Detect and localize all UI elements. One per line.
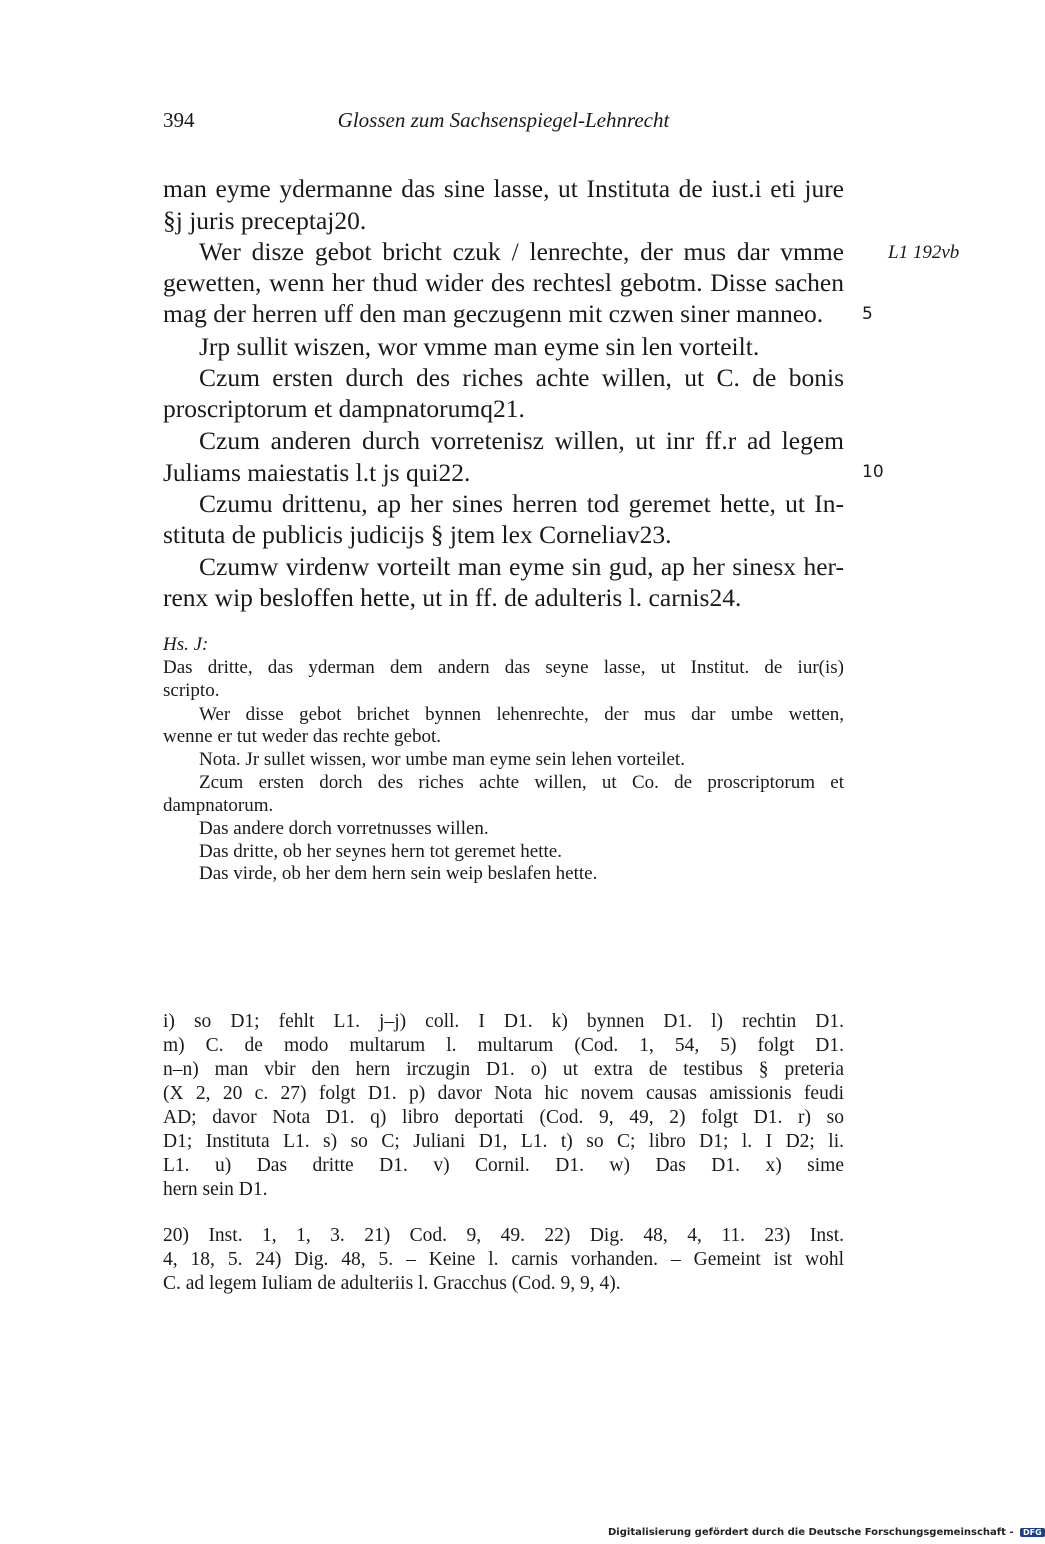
- hs-j-line: Das andere dorch vorretnusses willen.: [199, 818, 489, 839]
- hs-j-heading: Hs. J:: [163, 634, 209, 655]
- dfg-logo-icon: DFG: [1020, 1528, 1045, 1537]
- apparatus-line: (X 2, 20 c. 27) folgt D1. p) davor Nota hic novem causas amissionis feudi: [163, 1083, 844, 1104]
- running-title: Glossen zum Sachsenspiegel-Lehnrecht: [337, 108, 670, 132]
- main-line-8: proscriptorum et dampnatorumq21.: [163, 394, 525, 423]
- apparatus-line: i) so D1; fehlt L1. j–j) coll. I D1. k) bynnen D1. l) rechtin D1.: [163, 1011, 844, 1032]
- line-number-10: 10: [862, 462, 884, 482]
- source-line: 20) Inst. 1, 1, 3. 21) Cod. 9, 49. 22) Dig. 48, 4, 11. 23) Inst.: [163, 1225, 844, 1246]
- hs-j-line: Das dritte, ob her seynes hern tot geremet hette.: [199, 841, 562, 862]
- main-line-14: renx wip besloffen hette, ut in ff. de adulteris l. carnis24.: [163, 583, 742, 612]
- apparatus-line: AD; davor Nota D1. q) libro deportati (Cod. 9, 49, 2) folgt D1. r) so: [163, 1107, 844, 1128]
- hs-j-line: Das dritte, das yderman dem andern das seyne lasse, ut Institut. de iur(is): [163, 657, 844, 678]
- main-line-9: Czum anderen durch vorretenisz willen, ut inr ff.r ad legem: [199, 426, 844, 455]
- main-line-5: mag der herren uff den man geczugenn mit czwen siner manneo.: [163, 299, 824, 328]
- hs-j-line: Wer disse gebot brichet bynnen lehenrechte, der mus dar umbe wetten,: [199, 704, 844, 725]
- folio-margin-note: L1 192vb: [888, 242, 960, 263]
- main-line-4: gewetten, wenn her thud wider des rechtesl gebotm. Disse sachen: [163, 268, 844, 297]
- hs-j-line: dampnatorum.: [163, 795, 274, 816]
- digitization-banner: [608, 1527, 1042, 1543]
- main-line-12: stituta de publicis judicijs § jtem lex Corneliav23.: [163, 520, 672, 549]
- apparatus-line: hern sein D1.: [163, 1179, 268, 1200]
- main-line-7: Czum ersten durch des riches achte willen, ut C. de bonis: [199, 363, 844, 392]
- main-line-1: man eyme ydermanne das sine lasse, ut Instituta de iust.i eti jure: [163, 174, 844, 203]
- hs-j-line: Nota. Jr sullet wissen, wor umbe man eyme sein lehen vorteilet.: [199, 749, 685, 770]
- main-line-13: Czumw virdenw vorteilt man eyme sin gud, ap her sinesx her-: [199, 552, 844, 581]
- source-line: 4, 18, 5. 24) Dig. 48, 5. – Keine l. carnis vorhanden. – Gemeint ist wohl: [163, 1249, 844, 1270]
- hs-j-line: scripto.: [163, 680, 220, 701]
- apparatus-line: n–n) man vbir den hern irczugin D1. o) ut extra de testibus § preteria: [163, 1059, 844, 1080]
- main-line-3: Wer disze gebot bricht czuk / lenrechte, der mus dar vmme: [199, 237, 844, 266]
- main-line-11: Czumu drittenu, ap her sines herren tod geremet hette, ut In-: [199, 489, 844, 518]
- apparatus-line: D1; Instituta L1. s) so C; Juliani D1, L1. t) so C; libro D1; l. I D2; li.: [163, 1131, 844, 1152]
- digitization-banner-text: Digitalisierung gefördert durch die Deutsche Forschungsgemeinschaft -: [608, 1527, 1014, 1538]
- main-line-10: Juliams maiestatis l.t js qui22.: [163, 458, 471, 487]
- main-line-2: §j juris preceptaj20.: [163, 206, 367, 235]
- apparatus-line: L1. u) Das dritte D1. v) Cornil. D1. w) Das D1. x) sime: [163, 1155, 844, 1176]
- page-header: [163, 108, 844, 138]
- hs-j-line: wenne er tut weder das rechte gebot.: [163, 726, 442, 747]
- apparatus-line: m) C. de modo multarum l. multarum (Cod. 1, 54, 5) folgt D1.: [163, 1035, 844, 1056]
- page-number: 394: [163, 108, 195, 132]
- main-line-6: Jrp sullit wiszen, wor vmme man eyme sin len vorteilt.: [199, 332, 760, 361]
- hs-j-line: Zcum ersten dorch des riches achte willen, ut Co. de proscriptorum et: [199, 772, 844, 793]
- hs-j-line: Das virde, ob her dem hern sein weip beslafen hette.: [199, 863, 598, 884]
- line-number-5: 5: [862, 304, 873, 324]
- source-line: C. ad legem Iuliam de adulteriis l. Gracchus (Cod. 9, 9, 4).: [163, 1273, 621, 1294]
